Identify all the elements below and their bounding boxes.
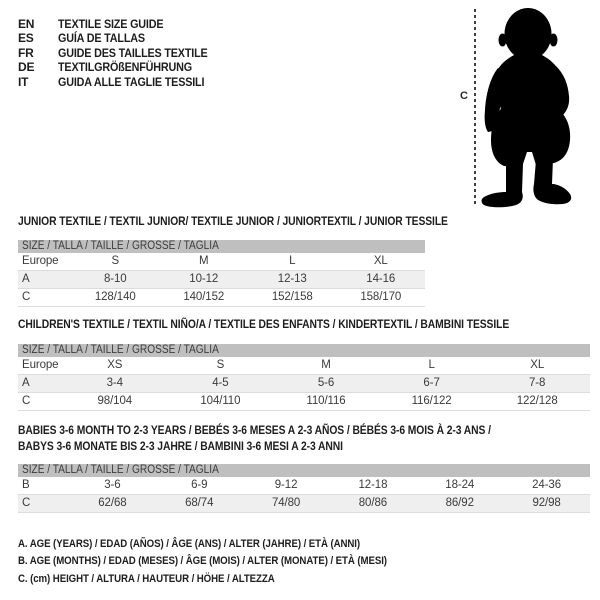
size-header-text: SIZE / TALLA / TAILLE / GRÖSSE / TAGLIA: [22, 240, 219, 252]
size-cell: 8-10: [103, 273, 127, 285]
row-label: C: [22, 291, 31, 303]
size-cell: 104/110: [200, 395, 241, 407]
table-row-europe: [18, 357, 590, 375]
babies-table-title: [18, 422, 491, 454]
size-cell: 9-12: [274, 479, 298, 491]
size-cell: 152/158: [271, 291, 313, 303]
language-code: EN: [18, 17, 35, 31]
table-row-age-years: [18, 375, 590, 393]
babies-size-table: [18, 464, 590, 513]
size-cell: 6-7: [423, 377, 440, 389]
language-title: GUÍA DE TALLAS: [58, 31, 145, 46]
height-measure-label: C: [460, 90, 468, 102]
babies-title-line1: BABIES 3-6 MONTH TO 2-3 YEARS / BEBÉS 3-6 MESES A 2-3 AÑOS / BÉBÉS 3-6 MOIS À 2-3 ANS /: [18, 423, 491, 437]
size-header-text: SIZE / TALLA / TAILLE / GRÖSSE / TAGLIA: [22, 464, 219, 476]
row-label: Europe: [22, 359, 59, 371]
size-cell: 7-8: [529, 377, 546, 389]
size-cell: 80/86: [358, 497, 388, 509]
size-cell: 6-9: [191, 479, 208, 491]
size-cell: M: [199, 255, 209, 267]
row-label: C: [22, 395, 31, 407]
table-row-height-cm: [18, 289, 425, 307]
size-header-text: SIZE / TALLA / TAILLE / GRÖSSE / TAGLIA: [22, 344, 219, 356]
size-cell: 74/80: [271, 497, 301, 509]
table-row-age-years: [18, 271, 425, 289]
size-cell: 98/104: [97, 395, 133, 407]
size-cell: 122/128: [516, 395, 558, 407]
toddler-silhouette-icon: [478, 2, 588, 208]
size-cell: 3-6: [104, 479, 121, 491]
children-table-title: CHILDREN'S TEXTILE / TEXTIL NIÑO/A / TEXTILE DES ENFANTS / KINDERTEXTIL / BAMBINI TESSILE: [18, 317, 510, 331]
size-cell: 10-12: [189, 273, 219, 285]
language-code: IT: [18, 74, 29, 89]
size-header-bar: [18, 464, 590, 477]
size-cell: 110/116: [306, 395, 346, 407]
footnote-age-months: B. AGE (MONTHS) / EDAD (MESES) / ÂGE (MOIS) / ALTER (MONATE) / ETÀ (MESI): [18, 555, 387, 568]
language-code: ES: [18, 31, 34, 46]
size-header-bar: [18, 344, 590, 357]
size-cell: 12-18: [358, 479, 388, 491]
size-header-bar: [18, 240, 425, 253]
table-row-europe: [18, 253, 425, 271]
legend-footnotes: [18, 536, 437, 588]
size-cell: 5-6: [317, 377, 335, 389]
language-title: GUIDA ALLE TAGLIE TESSILI: [58, 74, 205, 89]
size-cell: 68/74: [185, 497, 214, 509]
size-cell: 86/92: [445, 497, 474, 509]
size-cell: S: [111, 255, 120, 267]
language-title: TEXTILE SIZE GUIDE: [58, 17, 164, 31]
size-cell: 140/152: [183, 291, 225, 303]
size-cell: 3-4: [106, 377, 123, 389]
size-cell: S: [216, 359, 225, 371]
table-row-height-cm: [18, 495, 590, 513]
babies-title-line2: BABYS 3-6 MONATE BIS 2-3 JAHRE / BAMBINI 3-6 MESI A 2-3 ANNI: [18, 439, 343, 453]
size-cell: XL: [373, 255, 388, 267]
language-row-it: [18, 75, 224, 89]
size-cell: 24-36: [532, 479, 562, 491]
table-row-height-cm: [18, 393, 590, 411]
row-label: B: [22, 479, 30, 491]
size-cell: 92/98: [532, 497, 561, 509]
table-row-age-months: [18, 477, 590, 495]
language-row-fr: [18, 46, 224, 60]
size-cell: M: [321, 359, 331, 371]
junior-size-table: [18, 240, 425, 307]
size-cell: 158/170: [360, 291, 402, 303]
size-cell: XL: [530, 359, 545, 371]
footnote-age-years: A. AGE (YEARS) / EDAD (AÑOS) / ÂGE (ANS) / ALTER (JAHRE) / ETÀ (ANNI): [18, 538, 361, 550]
size-cell: 18-24: [445, 479, 475, 491]
language-code: FR: [18, 45, 34, 60]
size-cell: L: [428, 359, 435, 371]
size-cell: 12-13: [277, 273, 307, 285]
children-size-table: [18, 344, 590, 411]
language-row-es: [18, 31, 224, 45]
size-cell: 4-5: [212, 377, 229, 389]
language-row-en: [18, 17, 224, 31]
size-cell: XS: [107, 359, 123, 371]
language-title-list: [18, 17, 224, 89]
row-label: C: [22, 497, 31, 509]
row-label: A: [22, 273, 30, 285]
footnote-height: C. (cm) HEIGHT / ALTURA / HAUTEUR / HÖHE / ALTEZZA: [18, 572, 275, 585]
row-label: Europe: [22, 255, 59, 267]
language-title: TEXTILGRÖßENFÜHRUNG: [58, 60, 192, 75]
row-label: A: [22, 377, 30, 389]
language-title: GUIDE DES TAILLES TEXTILE: [58, 45, 208, 60]
junior-table-title: JUNIOR TEXTILE / TEXTIL JUNIOR/ TEXTILE JUNIOR / JUNIORTEXTIL / JUNIOR TESSILE: [18, 214, 448, 228]
size-cell: 128/140: [94, 291, 136, 303]
height-dashed-line: [474, 9, 476, 205]
language-row-de: [18, 60, 224, 74]
size-cell: 62/68: [98, 497, 127, 509]
size-cell: 116/122: [411, 395, 452, 407]
size-cell: L: [289, 255, 296, 267]
size-cell: 14-16: [366, 273, 396, 285]
language-code: DE: [18, 60, 35, 75]
